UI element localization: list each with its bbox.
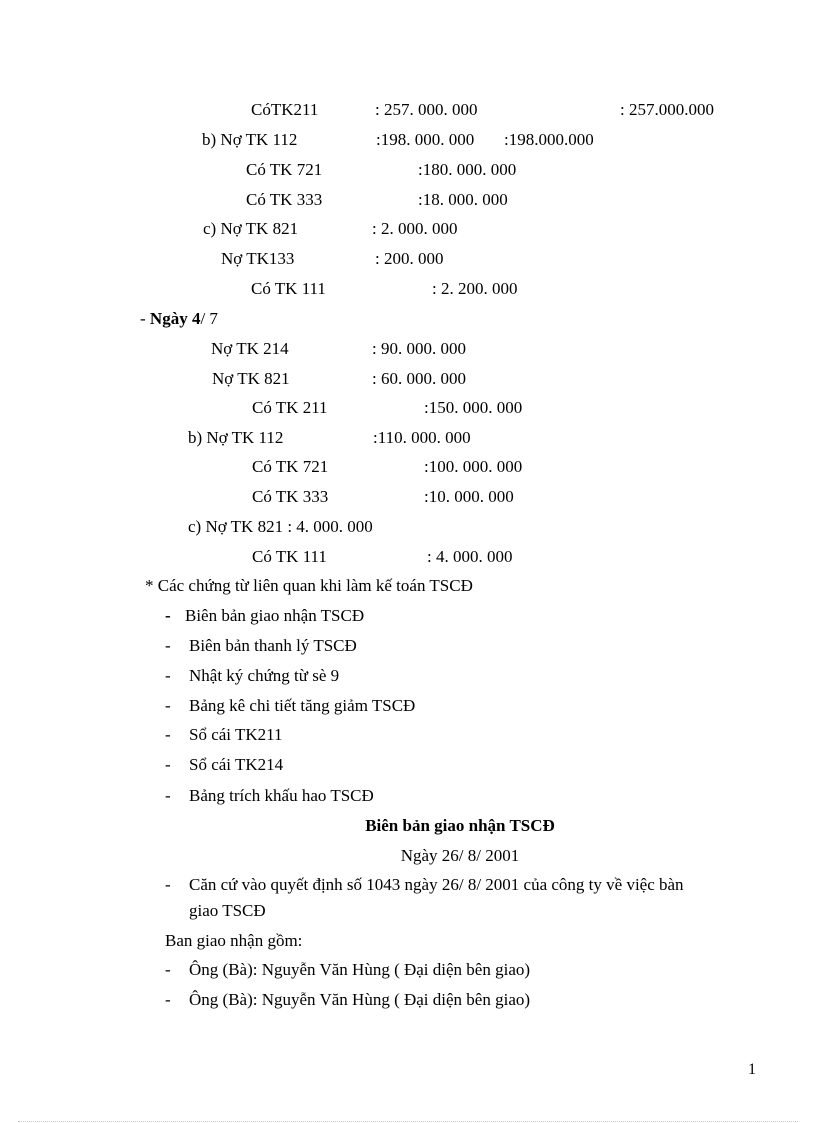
entry-account: Có TK 721	[252, 457, 329, 476]
entry-account: Có TK 333	[246, 190, 323, 209]
page-footer-rule	[18, 1121, 798, 1122]
entry-extra-amount: :198.000.000	[504, 130, 594, 149]
entry-account: Có TK 111	[252, 547, 327, 566]
list-bullet: -	[165, 960, 171, 979]
entry-amount: : 90. 000. 000	[372, 339, 466, 358]
entry-extra-amount: : 257.000.000	[620, 100, 714, 119]
document-item: Sổ cái TK211	[189, 725, 283, 744]
list-bullet: -	[165, 725, 171, 744]
document-item: Biên bản giao nhận TSCĐ	[185, 606, 365, 625]
entry-account: c) Nợ TK 821	[203, 219, 299, 238]
entry-amount: :18. 000. 000	[418, 190, 508, 209]
entry-amount: :150. 000. 000	[424, 398, 523, 417]
page-number: 1	[748, 1061, 756, 1078]
entry-amount: :10. 000. 000	[424, 487, 514, 506]
committee-label: Ban giao nhận gồm:	[165, 931, 303, 950]
entry-amount: :180. 000. 000	[418, 160, 517, 179]
entry-amount: :100. 000. 000	[424, 457, 523, 476]
entry-account: Có TK 211	[252, 398, 328, 417]
minutes-date: Ngày 26/ 8/ 2001	[400, 846, 520, 865]
document-item: Biên bản thanh lý TSCĐ	[189, 636, 357, 655]
entry-account: Có TK 111	[251, 279, 326, 298]
date-heading-prefix: -	[140, 309, 150, 328]
date-heading-suffix: / 7	[200, 309, 218, 328]
list-bullet: -	[165, 606, 171, 625]
entry-account: b) Nợ TK 112	[188, 428, 284, 447]
entry-amount: : 60. 000. 000	[372, 369, 466, 388]
committee-member: Ông (Bà): Nguyễn Văn Hùng ( Đại diện bên giao)	[189, 960, 531, 979]
entry-account: CóTK211	[251, 100, 319, 119]
entry-amount: : 4. 000. 000	[427, 547, 513, 566]
list-bullet: -	[165, 755, 171, 774]
document-item: Nhật ký chứng từ sè 9	[189, 666, 340, 685]
entry-account: c) Nợ TK 821 : 4. 000. 000	[188, 517, 373, 536]
documents-heading: * Các chứng từ liên quan khi làm kế toán TSCĐ	[145, 576, 473, 595]
committee-member: Ông (Bà): Nguyễn Văn Hùng ( Đại diện bên giao)	[189, 990, 531, 1009]
entry-amount: : 2. 000. 000	[372, 219, 458, 238]
entry-account: b) Nợ TK 112	[202, 130, 298, 149]
entry-account: Nợ TK133	[221, 249, 295, 268]
entry-account: Có TK 721	[246, 160, 323, 179]
entry-amount: : 2. 200. 000	[432, 279, 518, 298]
entry-account: Có TK 333	[252, 487, 329, 506]
document-item: Sổ cái TK214	[189, 755, 284, 774]
minutes-title: Biên bản giao nhận TSCĐ	[365, 816, 555, 835]
document-item: Bảng trích khấu hao TSCĐ	[189, 786, 374, 805]
entry-amount: :110. 000. 000	[373, 428, 471, 447]
entry-amount: : 257. 000. 000	[375, 100, 478, 119]
minutes-basis-line2: giao TSCĐ	[189, 901, 266, 920]
date-heading	[140, 309, 218, 329]
list-bullet: -	[165, 875, 171, 894]
entry-amount: :198. 000. 000	[376, 130, 475, 149]
entry-account: Nợ TK 821	[212, 369, 290, 388]
entry-account: Nợ TK 214	[211, 339, 289, 358]
date-heading-bold: Ngày 4	[149, 309, 201, 328]
entry-amount: : 200. 000	[375, 249, 444, 268]
list-bullet: -	[165, 786, 171, 805]
minutes-basis-line1: Căn cứ vào quyết định số 1043 ngày 26/ 8/ 2001 của công ty về việc bàn	[189, 875, 684, 894]
list-bullet: -	[165, 696, 171, 715]
document-item: Bảng kê chi tiết tăng giảm TSCĐ	[189, 696, 416, 715]
list-bullet: -	[165, 636, 171, 655]
list-bullet: -	[165, 666, 171, 685]
list-bullet: -	[165, 990, 171, 1009]
